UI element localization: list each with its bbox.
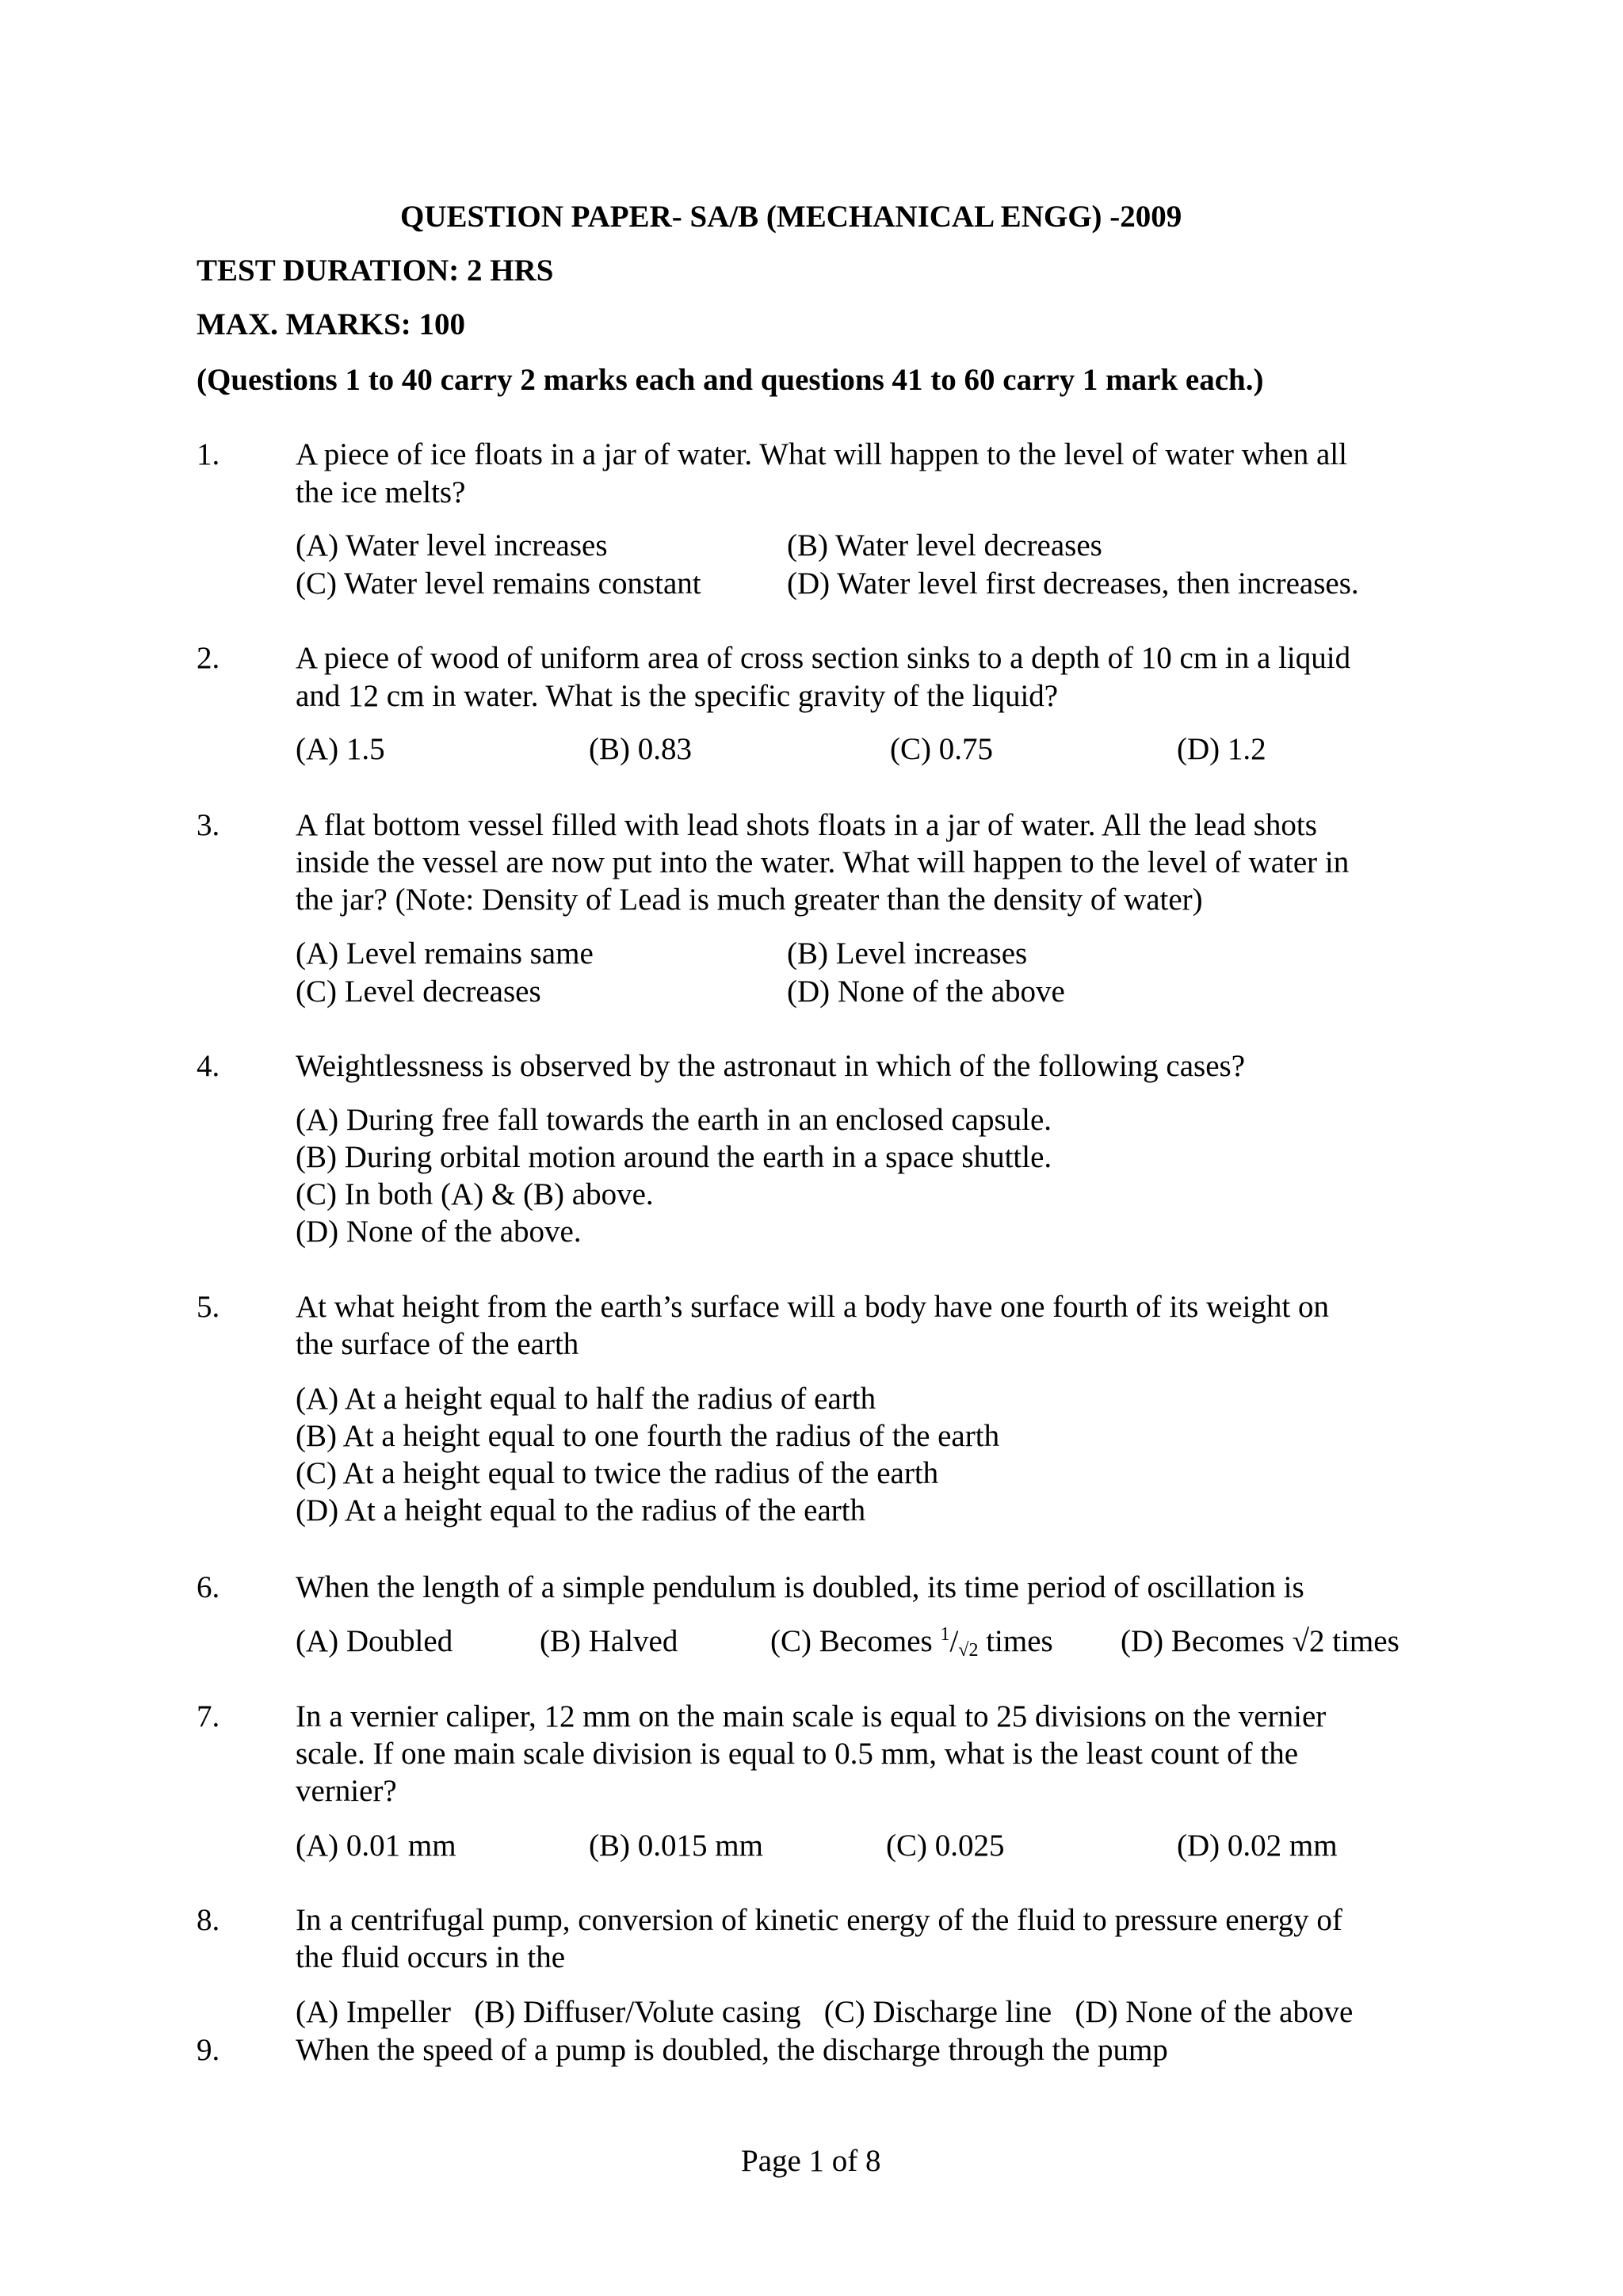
- question-text-line: the jar? (Note: Density of Lead is much greater than the density of water): [296, 883, 1203, 917]
- question-text-line: A piece of wood of uniform area of cross section sinks to a depth of 10 cm in a liquid: [296, 641, 1351, 675]
- fraction-numerator: 1: [940, 1624, 950, 1645]
- question-number: 7.: [197, 1699, 220, 1733]
- option-a: (A) 0.01 mm: [296, 1829, 456, 1863]
- option-b: (B) Water level decreases: [787, 528, 1102, 563]
- option-b: (B) 0.015 mm: [589, 1829, 763, 1863]
- max-marks: MAX. MARKS: 100: [197, 307, 466, 341]
- question-number: 4.: [197, 1049, 220, 1083]
- question-text-line: When the length of a simple pendulum is doubled, its time period of oscillation is: [296, 1570, 1304, 1604]
- question-text-line: Weightlessness is observed by the astronaut in which of the following cases?: [296, 1049, 1246, 1083]
- option-b: (B) 0.83: [589, 732, 692, 766]
- option-c: (C) Level decreases: [296, 974, 541, 1009]
- option-b: (B) Level increases: [787, 936, 1028, 971]
- option-b: (B) During orbital motion around the earth in a space shuttle.: [296, 1140, 1052, 1174]
- option-c-suffix: times: [978, 1624, 1053, 1658]
- question-text-line: When the speed of a pump is doubled, the discharge through the pump: [296, 2033, 1168, 2067]
- question-number: 9.: [197, 2033, 220, 2067]
- fraction-slash: /: [949, 1624, 959, 1658]
- question-text-line: the ice melts?: [296, 475, 466, 509]
- option-c: (C) Water level remains constant: [296, 566, 701, 601]
- question-text-line: the fluid occurs in the: [296, 1940, 566, 1974]
- question-text-line: scale. If one main scale division is equal to 0.5 mm, what is the least count of the: [296, 1737, 1299, 1771]
- fraction-denominator: √2: [958, 1640, 979, 1661]
- option-c: (C) At a height equal to twice the radius of the earth: [296, 1456, 939, 1490]
- option-a: (A) Water level increases: [296, 528, 608, 563]
- marks-instructions: (Questions 1 to 40 carry 2 marks each and questions 41 to 60 carry 1 mark each.): [197, 363, 1264, 397]
- question-text-line: and 12 cm in water. What is the specific gravity of the liquid?: [296, 679, 1059, 713]
- test-duration: TEST DURATION: 2 HRS: [197, 254, 554, 288]
- option-d: (D) None of the above.: [296, 1215, 582, 1249]
- page-number: Page 1 of 8: [741, 2144, 881, 2178]
- option-c: [770, 1623, 1053, 1661]
- option-a: (A) At a height equal to half the radius of earth: [296, 1382, 876, 1416]
- option-b: (B) At a height equal to one fourth the radius of the earth: [296, 1419, 1000, 1453]
- option-a: (A) During free fall towards the earth in an enclosed capsule.: [296, 1103, 1052, 1137]
- question-text-line: inside the vessel are now put into the water. What will happen to the level of water in: [296, 845, 1350, 879]
- options-line: (A) Impeller (B) Diffuser/Volute casing (C) Discharge line (D) None of the above: [296, 1995, 1354, 2029]
- question-text-line: A flat bottom vessel filled with lead shots floats in a jar of water. All the lead shots: [296, 808, 1317, 842]
- option-c: (C) 0.75: [890, 732, 993, 766]
- question-number: 8.: [197, 1903, 220, 1937]
- paper-title: QUESTION PAPER- SA/B (MECHANICAL ENGG) -2009: [400, 200, 1182, 234]
- option-a: (A) 1.5: [296, 732, 385, 766]
- question-text-line: At what height from the earth’s surface will a body have one fourth of its weight on: [296, 1290, 1329, 1324]
- question-text-line: vernier?: [296, 1774, 397, 1808]
- question-text-line: A piece of ice floats in a jar of water. What will happen to the level of water when all: [296, 437, 1347, 471]
- question-number: 6.: [197, 1570, 220, 1604]
- option-c: (C) In both (A) & (B) above.: [296, 1177, 654, 1211]
- question-number: 3.: [197, 808, 220, 842]
- option-a: (A) Level remains same: [296, 936, 594, 971]
- question-text-line: the surface of the earth: [296, 1327, 579, 1361]
- question-text-line: In a centrifugal pump, conversion of kinetic energy of the fluid to pressure energy of: [296, 1903, 1342, 1937]
- option-c-label: (C) Becomes: [770, 1624, 941, 1658]
- option-d: (D) At a height equal to the radius of the earth: [296, 1493, 866, 1527]
- option-d: (D) 1.2: [1177, 732, 1266, 766]
- option-c: (C) 0.025: [886, 1829, 1005, 1863]
- question-number: 5.: [197, 1290, 220, 1324]
- option-d: (D) Becomes √2 times: [1121, 1624, 1400, 1658]
- option-d: (D) 0.02 mm: [1177, 1829, 1338, 1863]
- question-number: 1.: [197, 437, 220, 471]
- question-number: 2.: [197, 641, 220, 675]
- option-d: (D) None of the above: [787, 974, 1065, 1009]
- question-text-line: In a vernier caliper, 12 mm on the main scale is equal to 25 divisions on the vernier: [296, 1699, 1327, 1733]
- option-a: (A) Doubled: [296, 1624, 453, 1658]
- option-d: (D) Water level first decreases, then increases.: [787, 566, 1359, 601]
- option-b: (B) Halved: [540, 1624, 678, 1658]
